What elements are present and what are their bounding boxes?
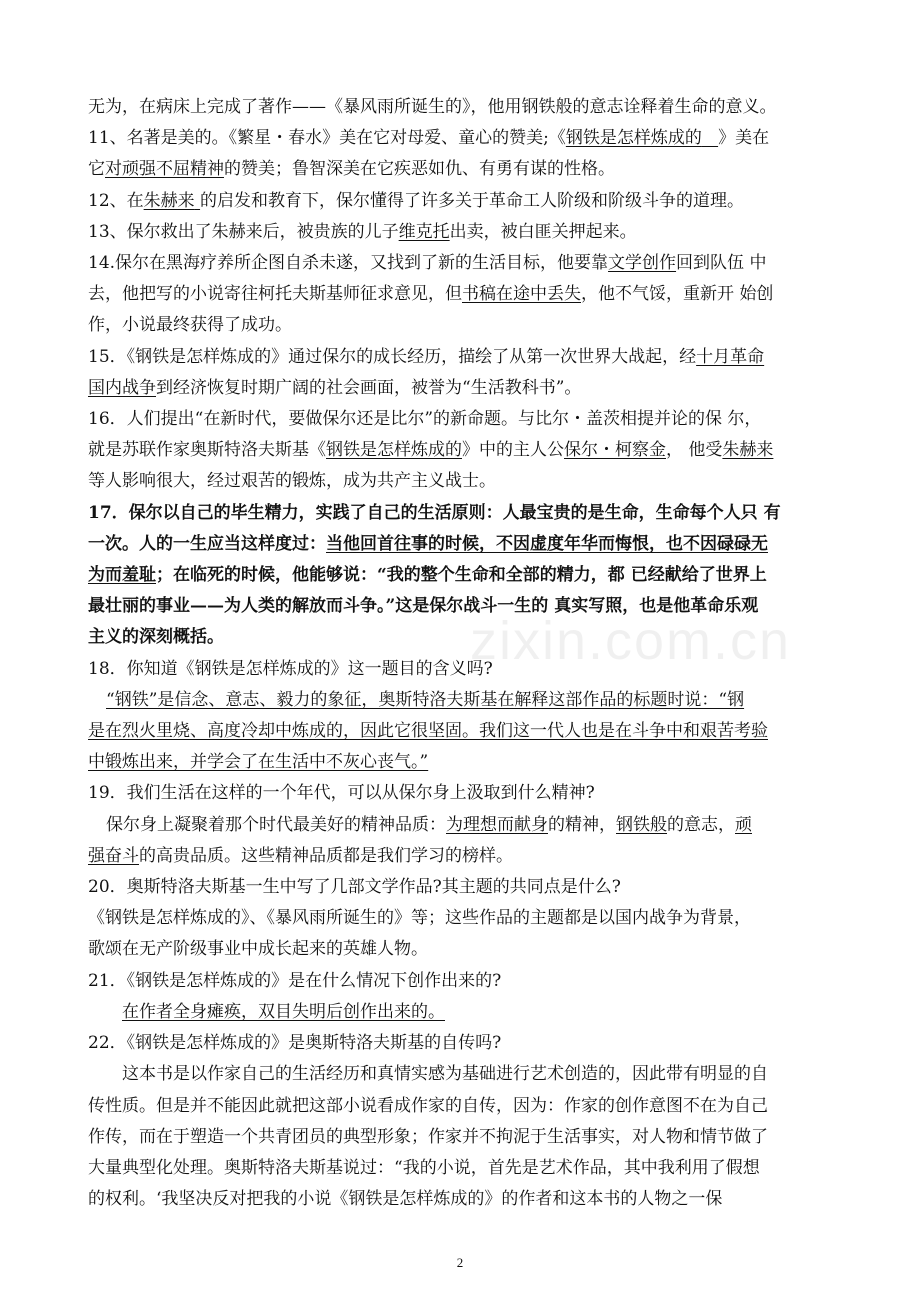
- text-line: 就是苏联作家奥斯特洛夫斯基《钢铁是怎样炼成的》中的主人公保尔・柯察金， 他受朱赫来: [88, 440, 774, 461]
- text-line: 19．我们生活在这样的一个年代，可以从保尔身上汲取到什么精神?: [88, 783, 595, 804]
- text-line: 16．人们提出“在新时代，要做保尔还是比尔”的新命题。与比尔・盖茨相提并论的保 尔，: [88, 409, 762, 430]
- text-line: 传性质。但是并不能因此就把这部小说看成作家的自传，因为：作家的创作意图不在为自己: [88, 1095, 768, 1116]
- text-line: 11、名著是美的。《繁星・春水》美在它对母爱、童心的赞美;《钢铁是怎样炼成的 》美在: [88, 128, 770, 149]
- text-line: 12、在朱赫来 的启发和教育下，保尔懂得了许多关于革命工人阶级和阶级斗争的道理。: [88, 190, 745, 211]
- text-line: 中锻炼出来，并学会了在生活中不灰心丧气。”: [88, 752, 429, 773]
- text-line: 21．《钢铁是怎样炼成的》是在什么情况下创作出来的?: [88, 970, 502, 991]
- text-line: 这本书是以作家自己的生活经历和真情实感为基础进行艺术创造的，因此带有明显的自: [122, 1064, 768, 1085]
- text-line: 作传，而在于塑造一个共青团员的典型形象；作家并不拘泥于生活事实，对人物和情节做了: [88, 1126, 768, 1147]
- text-line: 去，他把写的小说寄往柯托夫斯基师征求意见，但书稿在途中丢失，他不气馁，重新开 始创: [88, 284, 774, 305]
- text-line: 歌颂在无产阶级事业中成长起来的英雄人物。: [88, 939, 428, 960]
- text-line: 是在烈火里烧、高度冷却中炼成的，因此它很坚固。我们这一代人也是在斗争中和艰苦考验: [88, 721, 768, 742]
- text-line: 它对顽强不屈精神的赞美；鲁智深美在它疾恶如仇、有勇有谋的性格。: [88, 159, 615, 180]
- text-line: 等人影响很大，经过艰苦的锻炼，成为共产主义战士。: [88, 471, 496, 492]
- document-body: [88, 92, 832, 1215]
- text-line: 国内战争到经济恢复时期广阔的社会画面，被誉为“生活教科书”。: [88, 377, 582, 398]
- text-line: 强奋斗的高贵品质。这些精神品质都是我们学习的榜样。: [88, 845, 513, 866]
- text-line-bold: 最壮丽的事业——为人类的解放而斗争。”这是保尔战斗一生的 真实写照，也是他革命乐观: [88, 596, 759, 617]
- text-line: 20．奥斯特洛夫斯基一生中写了几部文学作品?其主题的共同点是什么?: [88, 877, 621, 898]
- page-number: 2: [456, 1255, 464, 1270]
- text-line-bold: 17．保尔以自己的毕生精力，实践了自己的生活原则：人最宝贵的是生命，生命每个人只 有: [88, 502, 781, 523]
- text-line: 15．《钢铁是怎样炼成的》通过保尔的成长经历，描绘了从第一次世界大战起，经十月革命: [88, 346, 765, 367]
- text-line: 13、保尔救出了朱赫来后，被贵族的儿子维克托出卖，被白匪关押起来。: [88, 221, 637, 242]
- text-line: 18．你知道《钢铁是怎样炼成的》这一题目的含义吗?: [88, 658, 493, 679]
- text-line: “钢铁”是信念、意志、毅力的象征，奥斯特洛夫斯基在解释这部作品的标题时说：“钢: [106, 689, 745, 710]
- watermark: zixin.com.cn: [470, 611, 792, 671]
- text-line-bold: 主义的深刻概括。: [88, 627, 224, 648]
- text-line: 22．《钢铁是怎样炼成的》是奥斯特洛夫斯基的自传吗?: [88, 1033, 502, 1054]
- text-line: 保尔身上凝聚着那个时代最美好的精神品质：为理想而献身的精神，钢铁般的意志，顽: [106, 814, 752, 835]
- text-line: 大量典型化处理。奥斯特洛夫斯基说过：“我的小说，首先是艺术作品，其中我利用了假想: [88, 1157, 760, 1178]
- text-line: 作，小说最终获得了成功。: [88, 315, 292, 336]
- text-line-bold: 一次。人的一生应当这样度过：当他回首往事的时候，不因虚度年华而悔恨，也不因碌碌无: [88, 533, 768, 554]
- text-line: 在作者全身瘫痪，双目失明后创作出来的。: [122, 1001, 445, 1022]
- text-line-bold: 为而羞耻；在临死的时候，他能够说：“我的整个生命和全部的精力，都 已经献给了世界上: [88, 565, 767, 586]
- text-line: 《钢铁是怎样炼成的》、《暴风雨所诞生的》等；这些作品的主题都是以国内战争为背景，: [88, 908, 751, 929]
- text-line: 14.保尔在黑海疗养所企图自杀未遂，又找到了新的生活目标，他要靠文学创作回到队伍 中: [88, 253, 767, 274]
- text-line: 的权利。‘我坚决反对把我的小说《钢铁是怎样炼成的》的作者和这本书的人物之一保: [88, 1189, 723, 1210]
- text-line: 无为，在病床上完成了著作——《暴风雨所诞生的》，他用钢铁般的意志诠释着生命的意义。: [88, 97, 777, 117]
